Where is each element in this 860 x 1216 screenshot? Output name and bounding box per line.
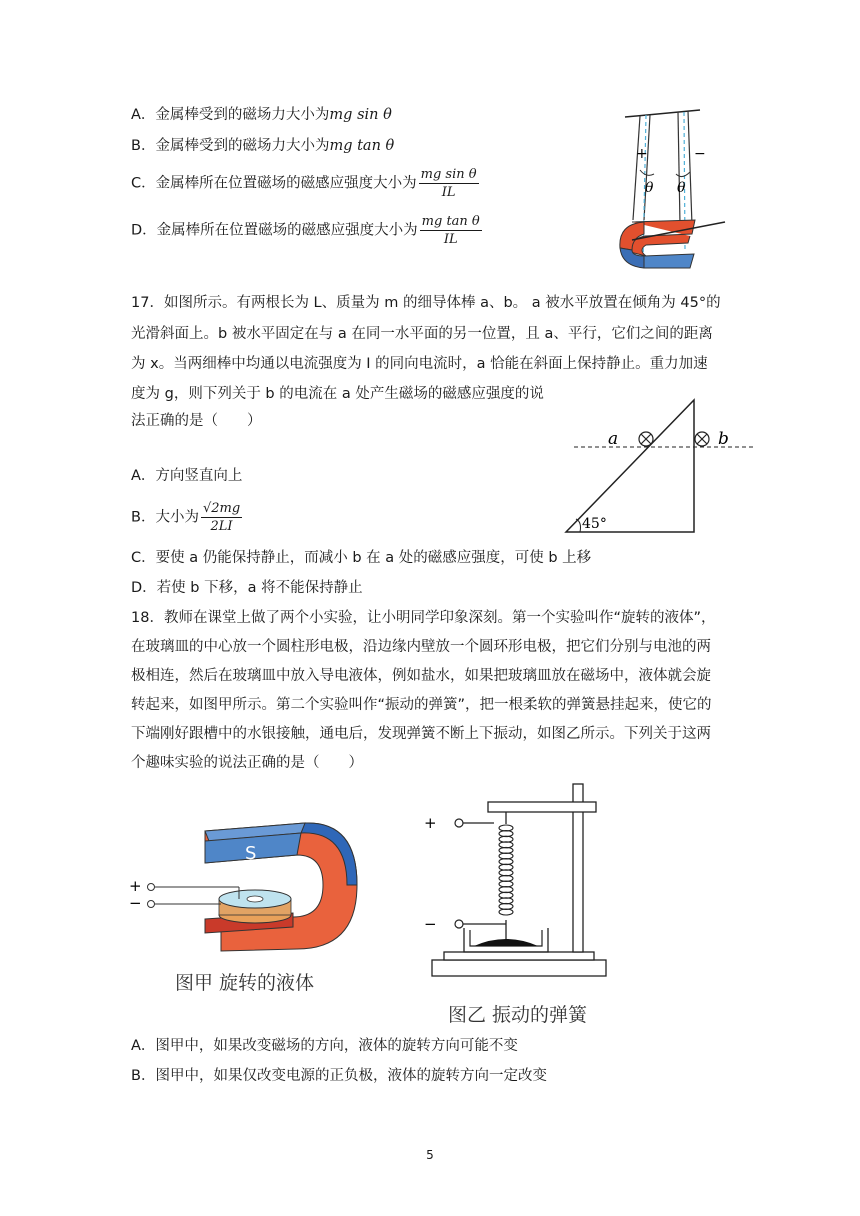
figure-caption-b: 图乙 振动的弹簧 [448,1004,588,1026]
q17-line-4: 度为 g，则下列关于 b 的电流在 a 处产生磁场的磁感应强度的说 [131,386,544,402]
q16-option-a [131,105,392,125]
minus-sign: − [694,146,706,162]
numerator: mg tan θ [421,214,480,229]
q18-option-b: B．图甲中，如果仅改变电源的正负极，液体的旋转方向一定改变 [131,1068,547,1084]
q16-option-d [131,213,482,248]
q18-option-a: A．图甲中，如果改变磁场的方向，液体的旋转方向可能不变 [131,1038,518,1054]
option-label: D． [131,222,157,239]
option-label: B． [131,138,156,154]
q17-option-c: C．要使 a 仍能保持静止，而减小 b 在 a 处的磁感应强度，可使 b 上移 [131,550,592,566]
q18-line-5: 下端刚好跟槽中的水银接触，通电后，发现弹簧不断上下振动，如图乙所示。下列关于这两 [131,726,711,742]
angle-label: 45° [582,516,607,532]
q17-line-1: 17．如图所示。有两根长为 L、质量为 m 的细导体棒 a、b。 a 被水平放置在倾角为 45°的 [131,295,721,311]
plus-sign: + [129,877,142,895]
formula: mg sin θ [329,107,392,123]
q18-line-1: 18．教师在课堂上做了两个小实验，让小明同学印象深刻。第一个实验叫作“旋转的液体”， [131,610,716,626]
figure-caption-a: 图甲 旋转的液体 [175,972,315,994]
q18-line-6: 个趣味实验的说法正确的是（ ） [131,755,363,771]
numerator: mg sin θ [420,167,477,182]
option-text: 金属棒受到的磁场力大小为 [155,138,330,154]
q17-line-3: 为 x。当两细棒中均通以电流强度为 I 的同向电流时，a 恰能在斜面上保持静止。重力加速 [131,356,708,372]
option-label: A． [131,107,156,123]
q16-option-c [131,166,479,201]
option-label: B．大小为 [131,509,199,526]
plus-sign: + [636,146,648,162]
numerator: √2mg [202,501,241,516]
fraction [419,166,479,201]
q16-figure [610,100,730,275]
label-b: b [718,429,729,449]
q18-line-2: 在玻璃皿的中心放一个圆柱形电极，沿边缘内壁放一个圆环形电极，把它们分别与电池的两 [131,639,711,655]
q17-figure [560,392,760,537]
q17-option-a: A．方向竖直向上 [131,468,243,484]
page-number: 5 [426,1148,434,1162]
denominator: IL [443,232,458,247]
fraction [420,213,482,248]
q17-line-2: 光滑斜面上。b 被水平固定在与 a 在同一水平面的另一位置，且 a、平行，它们之间的距离 [131,326,713,342]
q17-option-d: D．若使 b 下移，a 将不能保持静止 [131,580,363,596]
option-label: C． [131,175,156,192]
q18-line-4: 转起来，如图甲所示。第二个实验叫作“振动的弹簧”，把一根柔软的弹簧悬挂起来，使它的 [131,697,712,713]
theta-left: θ [645,180,654,196]
q16-option-b [131,136,394,156]
pole-s-label: S [245,843,257,864]
minus-sign: − [129,894,142,912]
fraction [201,500,242,535]
formula: mg tan θ [329,138,395,154]
denominator: IL [441,185,456,200]
option-text: 金属棒受到的磁场力大小为 [155,107,330,123]
option-text: 金属棒所在位置磁场的磁感应强度大小为 [155,175,417,192]
q18-figure-vibrating-spring [418,780,618,980]
spring [499,825,513,915]
theta-right: θ [677,180,686,196]
denominator: 2LI [210,519,233,534]
label-a: a [608,429,619,449]
q18-figure-rotating-liquid [125,815,365,960]
plus-sign: + [424,814,437,832]
minus-sign: − [424,915,437,933]
option-text: 金属棒所在位置磁场的磁感应强度大小为 [156,222,418,239]
q17-option-b [131,500,242,535]
q17-line-5: 法正确的是（ ） [131,413,262,429]
q18-line-3: 极相连，然后在玻璃皿中放入导电液体，例如盐水，如果把玻璃皿放在磁场中，液体就会旋 [131,668,711,684]
